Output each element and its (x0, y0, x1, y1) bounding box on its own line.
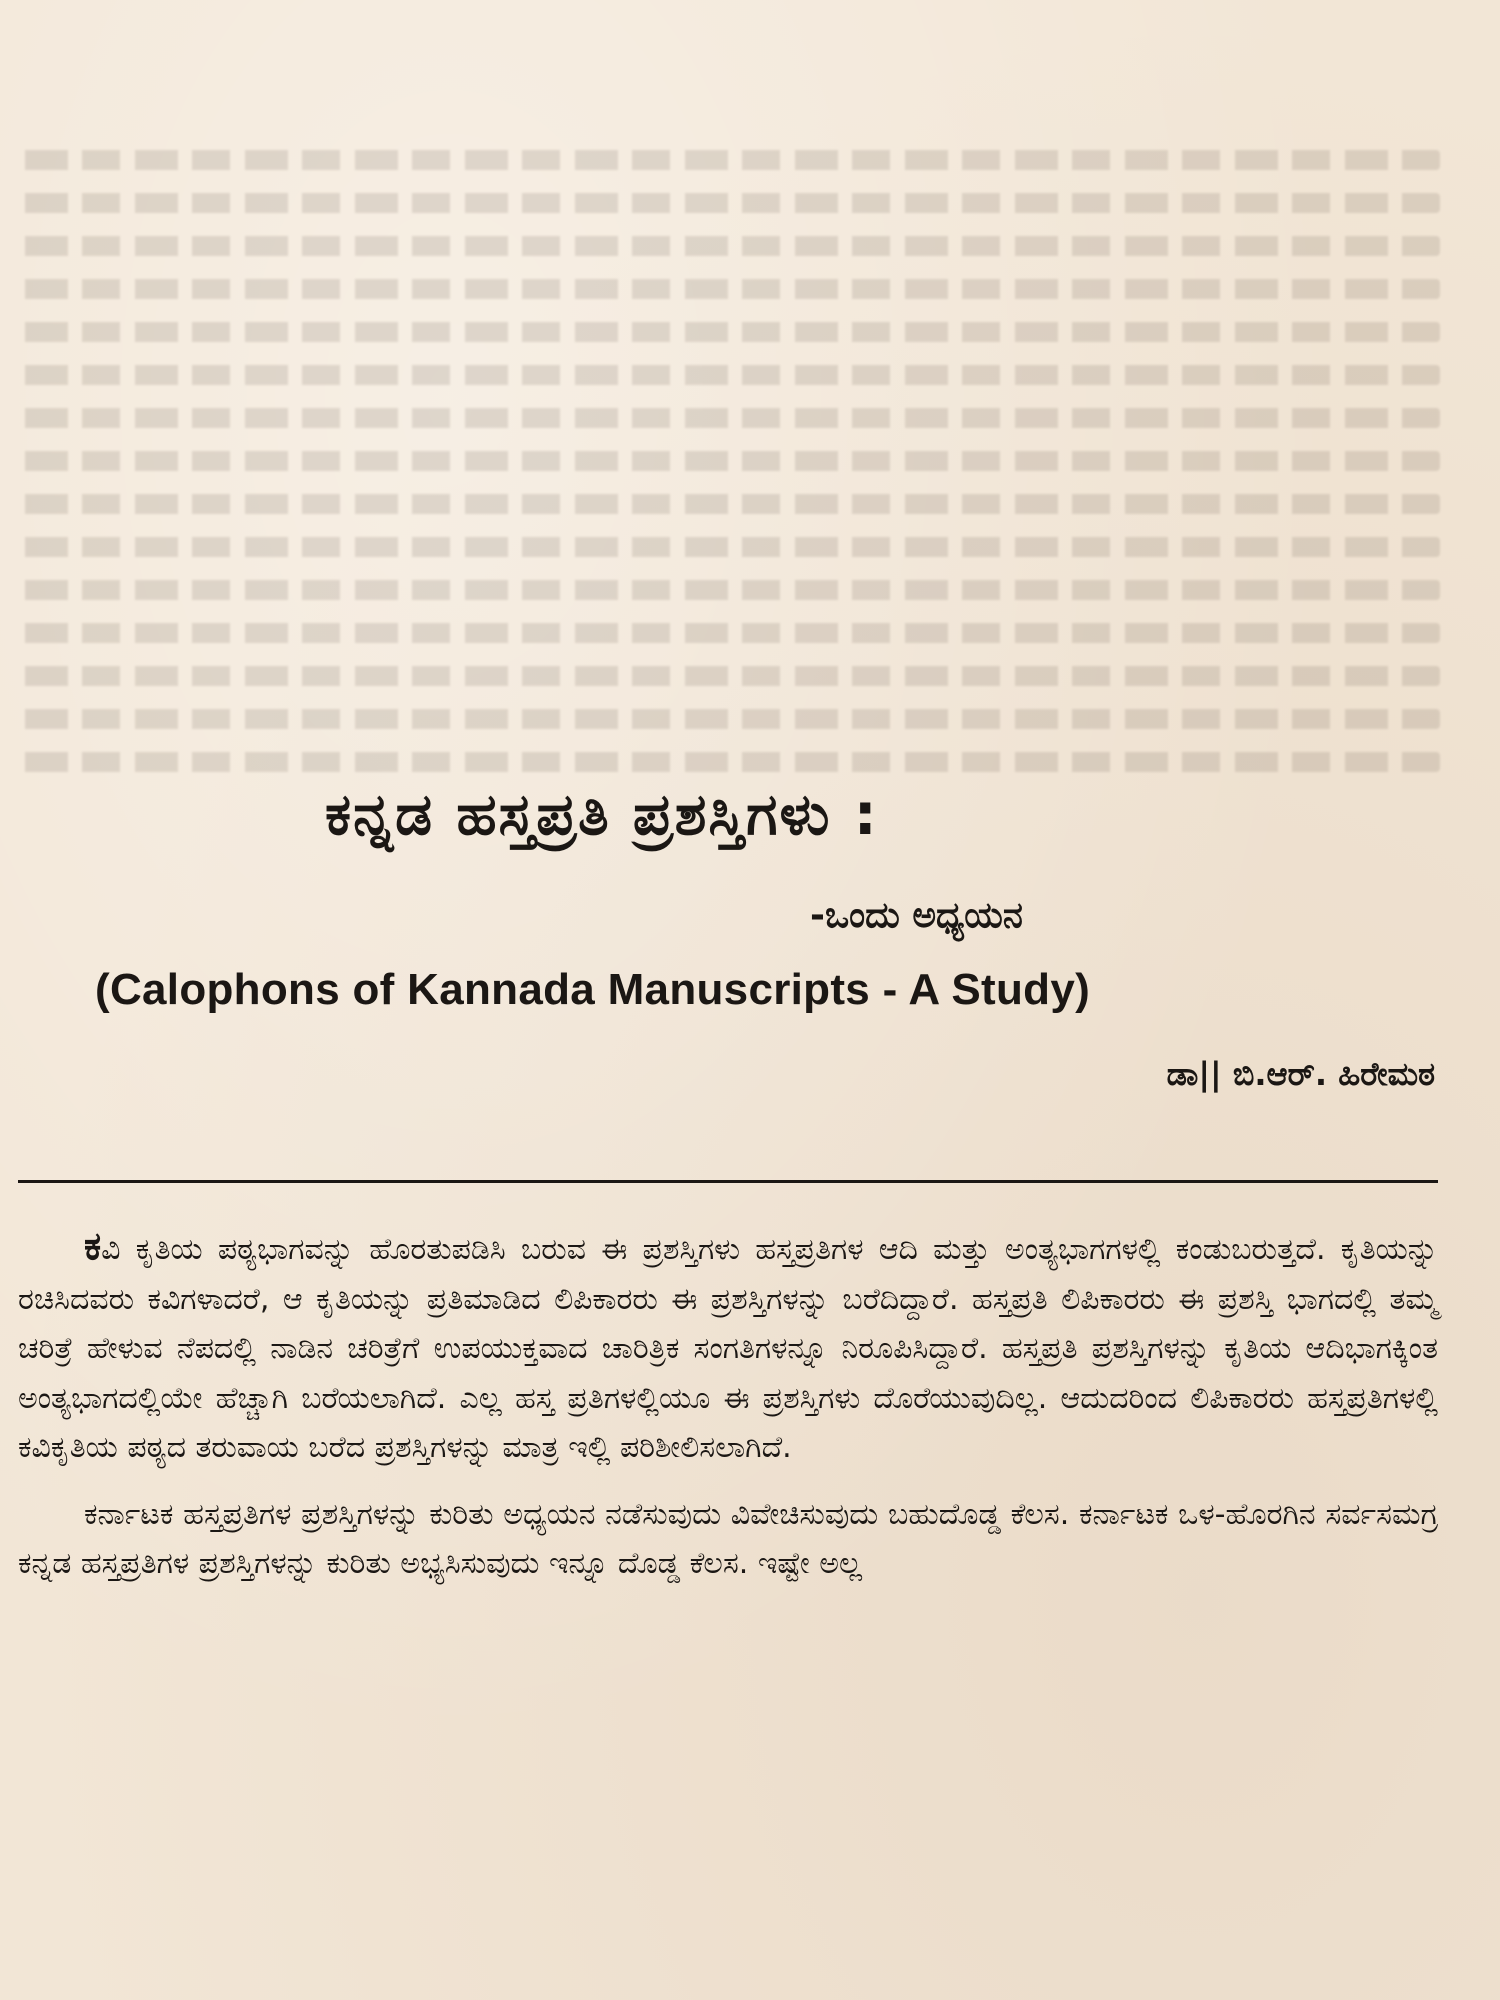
faded-running-head-decoration (1170, 75, 1430, 97)
author-byline: ಡಾ|| ಬಿ.ಆರ್. ಹಿರೇಮಠ (1166, 1055, 1435, 1093)
paragraph-1-initial: ಕ (84, 1224, 102, 1268)
paragraph-2: ಕರ್ನಾಟಕ ಹಸ್ತಪ್ರತಿಗಳ ಪ್ರಶಸ್ತಿಗಳನ್ನು ಕುರಿತು ಅಧ್ಯಯನ ನಡೆಸುವುದು ವಿವೇಚಿಸುವುದು ಬಹುದೊಡ್ಡ ಕೆಲಸ. ಕರ್ನಾಟಕ ಒಳ-ಹೊರಗಿನ ಸರ್ವಸಮಗ್ರ ಕನ್ನಡ ಹಸ್ತಪ್ರತಿಗಳ ಪ್ರಶಸ್ತಿಗಳನ್ನು ಕುರಿತು ಅಭ್ಯಸಿಸುವುದು ಇನ್ನೂ ದೊಡ್ಡ ಕೆಲಸ. ಇಷ್ಟೇ ಅಲ್ಲ (18, 1496, 1438, 1581)
horizontal-rule (18, 1180, 1438, 1183)
paragraph-1 (18, 1222, 1438, 1473)
article-title-english: (Calophons of Kannada Manuscripts - A Study) (95, 965, 1091, 1014)
article-subtitle-kannada: -ಒಂದು ಅಧ್ಯಯನ (810, 895, 1023, 936)
article-title-kannada: ಕನ್ನಡ ಹಸ್ತಪ್ರತಿ ಪ್ರಶಸ್ತಿಗಳು : (325, 780, 879, 848)
article-body (18, 1222, 1438, 1589)
paragraph-1-text: ವಿ ಕೃತಿಯ ಪಠ್ಯಭಾಗವನ್ನು ಹೊರತುಪಡಿಸಿ ಬರುವ ಈ ಪ್ರಶಸ್ತಿಗಳು ಹಸ್ತಪ್ರತಿಗಳ ಆದಿ ಮತ್ತು ಅಂತ್ಯಭಾಗಗಳಲ್ಲಿ ಕಂಡುಬರುತ್ತದೆ. ಕೃತಿಯನ್ನು ರಚಿಸಿದವರು ಕವಿಗಳಾದರೆ, ಆ ಕೃತಿಯನ್ನು ಪ್ರತಿಮಾಡಿದ ಲಿಪಿಕಾರರು ಈ ಪ್ರಶಸ್ತಿಗಳನ್ನು ಬರೆದಿದ್ದಾರೆ. ಹಸ್ತಪ್ರತಿ ಲಿಪಿಕಾರರು ಈ ಪ್ರಶಸ್ತಿ ಭಾಗದಲ್ಲಿ ತಮ್ಮ ಚರಿತ್ರೆ ಹೇಳುವ ನೆಪದಲ್ಲಿ ನಾಡಿನ ಚರಿತ್ರೆಗೆ ಉಪಯುಕ್ತವಾದ ಚಾರಿತ್ರಿಕ ಸಂಗತಿಗಳನ್ನೂ ನಿರೂಪಿಸಿದ್ದಾರೆ. ಹಸ್ತಪ್ರತಿ ಪ್ರಶಸ್ತಿಗಳನ್ನು ಕೃತಿಯ ಆದಿಭಾಗಕ್ಕಿಂತ ಅಂತ್ಯಭಾಗದಲ್ಲಿಯೇ ಹೆಚ್ಚಾಗಿ ಬರೆಯಲಾಗಿದೆ. ಎಲ್ಲ ಹಸ್ತ ಪ್ರತಿಗಳಲ್ಲಿಯೂ ಈ ಪ್ರಶಸ್ತಿಗಳು ದೊರೆಯುವುದಿಲ್ಲ. ಆದುದರಿಂದ ಲಿಪಿಕಾರರು ಹಸ್ತಪ್ರತಿಗಳಲ್ಲಿ ಕವಿಕೃತಿಯ ಪಠ್ಯದ ತರುವಾಯ ಬರೆದ ಪ್ರಶಸ್ತಿಗಳನ್ನು ಮಾತ್ರ ಇಲ್ಲಿ ಪರಿಶೀಲಿಸಲಾಗಿದೆ. (18, 1232, 1438, 1465)
bleed-through-text-decoration (20, 150, 1440, 795)
